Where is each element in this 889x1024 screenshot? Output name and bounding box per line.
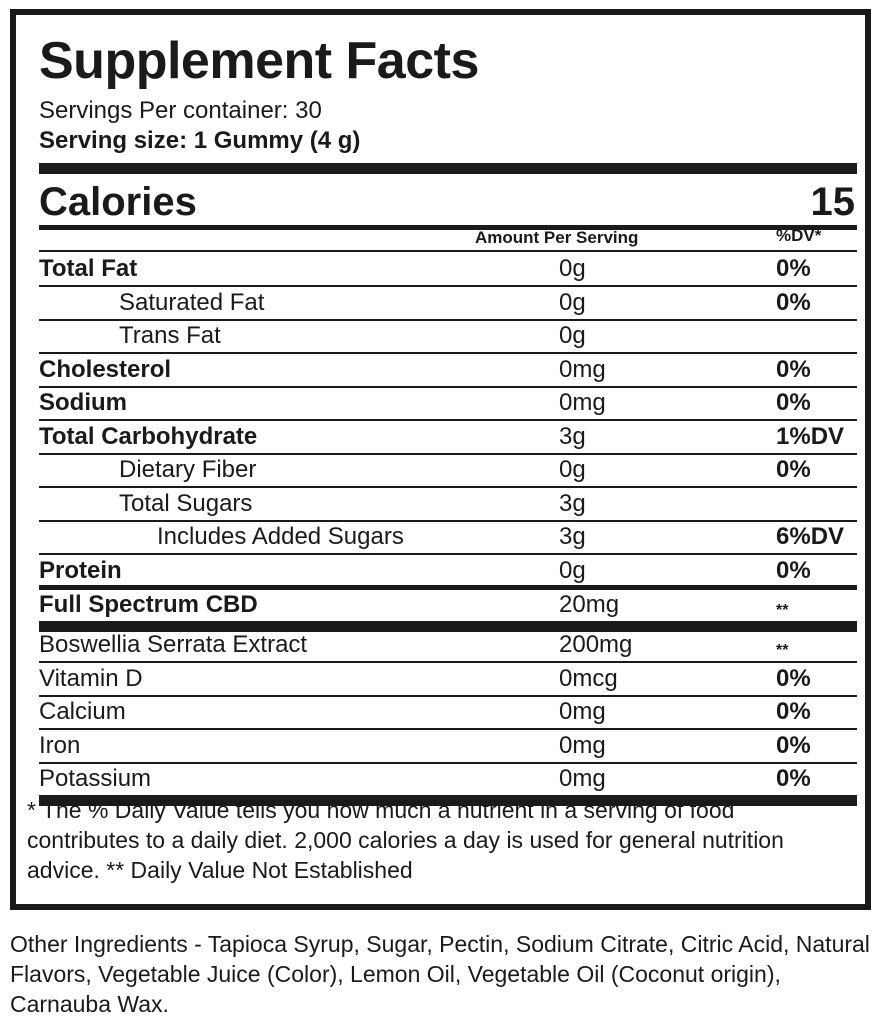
nutrient-amount: 0mg (559, 765, 606, 792)
nutrient-row-total-fat (39, 252, 857, 285)
nutrient-amount: 0g (559, 322, 586, 349)
nutrient-amount: 0mg (559, 732, 606, 759)
supplement-facts-panel (10, 9, 871, 910)
daily-value-header: %DV* (776, 226, 822, 245)
nutrient-row-dietary-fiber (39, 453, 857, 486)
nutrient-name: Cholesterol (39, 356, 172, 383)
panel-title: Supplement Facts (39, 32, 479, 90)
nutrient-dv: ** (776, 642, 789, 659)
nutrient-amount: 3g (559, 523, 586, 550)
nutrient-dv: 0% (776, 765, 811, 792)
calories-value: 15 (810, 180, 855, 224)
nutrient-row-total-sugars (39, 487, 857, 520)
nutrient-row-iron (39, 729, 857, 762)
nutrient-amount: 3g (559, 490, 586, 517)
nutrient-dv: 0% (776, 389, 811, 416)
nutrient-row-calcium (39, 695, 857, 728)
servings-per-container: Servings Per container: 30 (39, 97, 322, 124)
nutrient-name: Includes Added Sugars (157, 523, 404, 550)
nutrient-name: Total Sugars (119, 490, 253, 517)
nutrient-row-full-spectrum-cbd (39, 588, 857, 621)
nutrient-row-vitamin-d (39, 662, 857, 695)
nutrient-name: Total Fat (39, 255, 138, 282)
nutrient-name: Calcium (39, 698, 126, 725)
nutrient-amount: 3g (559, 423, 586, 450)
nutrient-dv: 1%DV (776, 423, 845, 450)
nutrient-dv: 0% (776, 255, 811, 282)
nutrient-row-added-sugars (39, 520, 857, 553)
nutrient-row-trans-fat (39, 319, 857, 352)
nutrient-name: Trans Fat (119, 322, 221, 349)
nutrient-name: Saturated Fat (119, 289, 265, 316)
amount-per-serving-header: Amount Per Serving (475, 228, 639, 247)
nutrient-name: Protein (39, 557, 122, 584)
nutrient-dv: 0% (776, 665, 811, 692)
thick-divider (39, 163, 857, 174)
nutrient-amount: 0mg (559, 389, 606, 416)
nutrient-amount: 0g (559, 255, 586, 282)
nutrient-name: Iron (39, 732, 81, 759)
nutrient-row-saturated-fat (39, 286, 857, 319)
nutrient-row-total-carbohydrate (39, 420, 857, 453)
daily-value-footnote: * The % Daily Value tells you how much a nutrient in a serving of food contributes to a daily diet. 2,000 calories a day is used for general nutrition advice. ** Daily Value Not Established (27, 797, 784, 883)
nutrient-dv: 0% (776, 356, 811, 383)
nutrient-amount: 0mg (559, 698, 606, 725)
nutrient-name: Potassium (39, 765, 152, 792)
nutrient-row-protein (39, 554, 857, 587)
nutrient-dv: 6%DV (776, 523, 845, 550)
nutrient-amount: 0g (559, 289, 586, 316)
nutrient-dv: 0% (776, 698, 811, 725)
nutrient-name: Sodium (39, 389, 127, 416)
serving-size: Serving size: 1 Gummy (4 g) (39, 127, 361, 154)
nutrient-dv: ** (776, 602, 789, 619)
nutrient-dv: 0% (776, 289, 811, 316)
nutrient-row-potassium (39, 762, 857, 795)
nutrient-amount: 200mg (559, 631, 633, 658)
nutrient-name: Dietary Fiber (119, 456, 257, 483)
calories-label: Calories (39, 180, 197, 224)
nutrient-name: Full Spectrum CBD (39, 591, 258, 618)
nutrient-dv: 0% (776, 732, 811, 759)
other-ingredients: Other Ingredients - Tapioca Syrup, Sugar, Pectin, Sodium Citrate, Citric Acid, Natural Flavors, Vegetable Juice (Color), Lemon Oil, Vegetable Oil (Coconut origin), Carnauba Wax. (10, 931, 870, 1017)
nutrient-amount: 0g (559, 557, 586, 584)
nutrient-row-boswellia-serrata-extract (39, 628, 857, 661)
nutrient-name: Total Carbohydrate (39, 423, 258, 450)
nutrient-dv: 0% (776, 557, 811, 584)
nutrient-amount: 0mg (559, 356, 606, 383)
nutrient-amount: 0mcg (559, 665, 618, 692)
nutrient-row-cholesterol (39, 353, 857, 386)
medium-divider (39, 225, 857, 230)
nutrient-amount: 20mg (559, 591, 620, 618)
nutrient-dv: 0% (776, 456, 811, 483)
nutrient-name: Vitamin D (39, 665, 143, 692)
nutrient-row-sodium (39, 386, 857, 419)
nutrient-amount: 0g (559, 456, 586, 483)
nutrient-name: Boswellia Serrata Extract (39, 631, 308, 658)
